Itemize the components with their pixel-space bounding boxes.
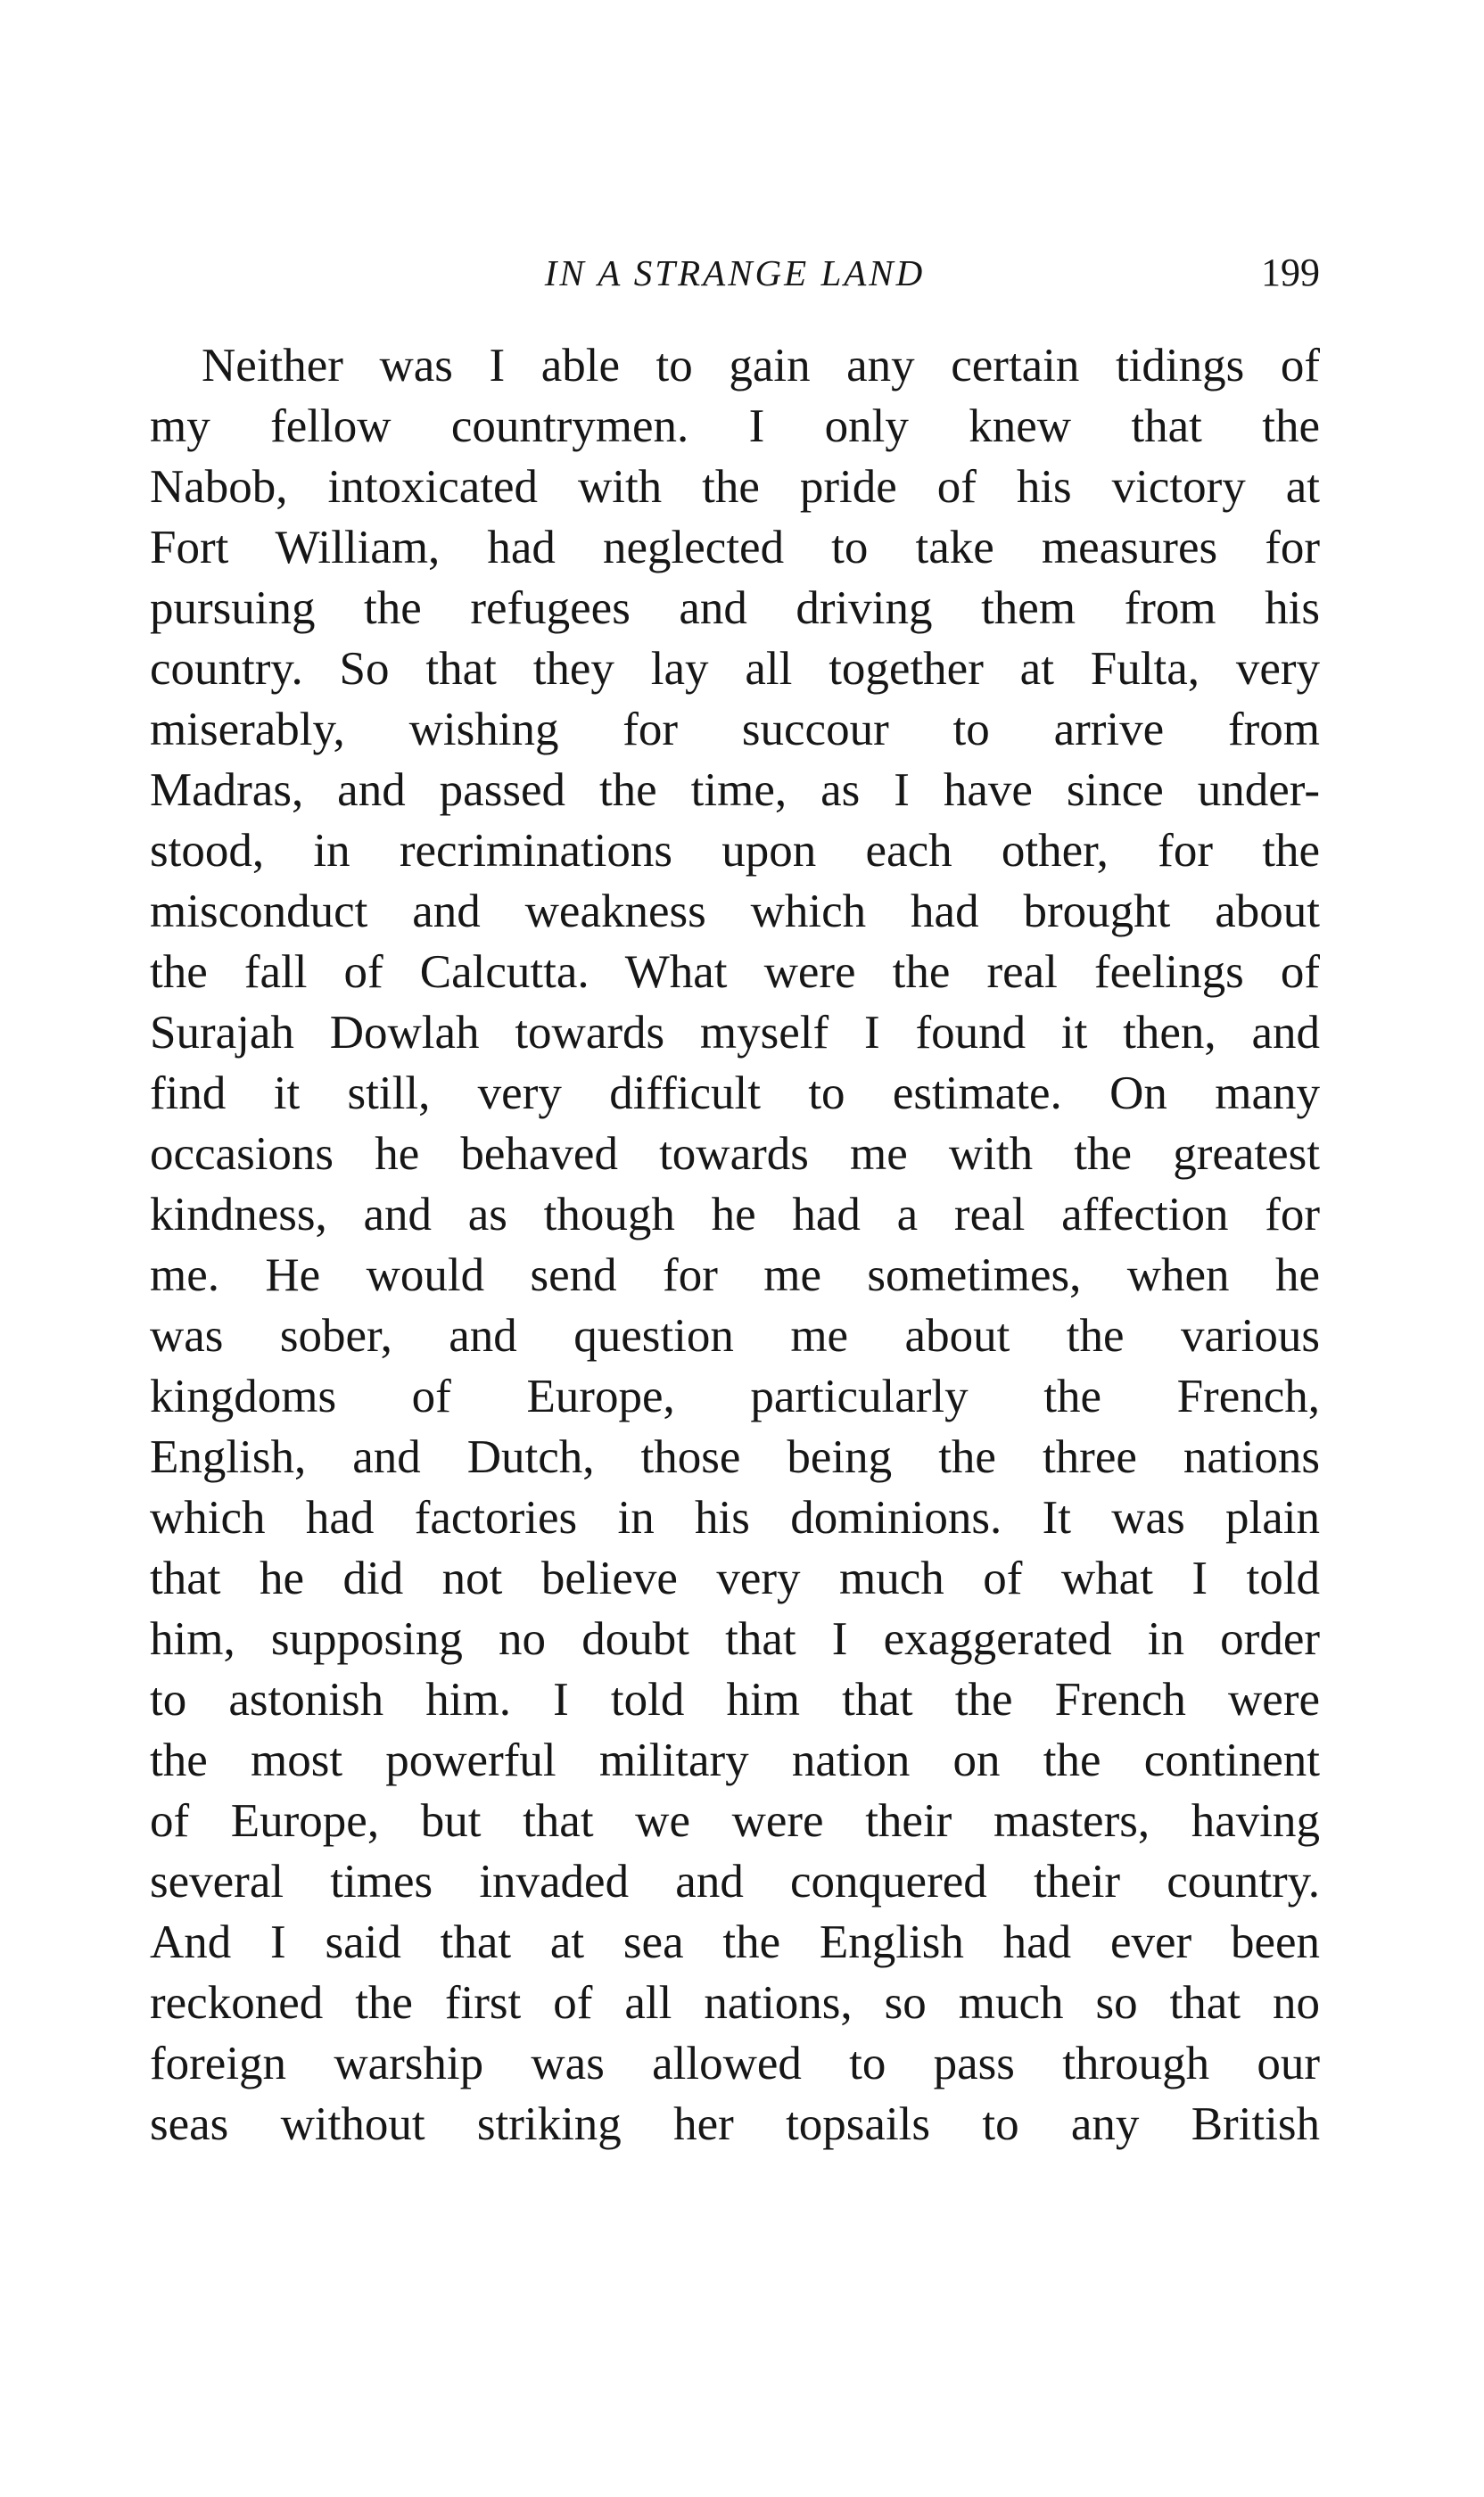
text-line: the fall of Calcutta. What were the real feelings of [150, 946, 1320, 998]
text-line: reckoned the first of all nations, so much so that no [150, 1977, 1320, 2029]
text-line: country. So that they lay all together at Fulta, very [150, 643, 1320, 695]
text-line: which had factories in his dominions. It was plain [150, 1492, 1320, 1544]
text-line: of Europe, but that we were their masters, having [150, 1795, 1320, 1847]
text-line: me. He would send for me sometimes, when he [150, 1249, 1320, 1301]
text-line: to astonish him. I told him that the French were [150, 1674, 1320, 1726]
text-line: that he did not believe very much of what I told [150, 1553, 1320, 1604]
body-text [150, 335, 1320, 2155]
text-line: several times invaded and conquered their country. [150, 1856, 1320, 1908]
text-line: Fort William, had neglected to take measures for [150, 522, 1320, 573]
running-title: IN A STRANGE LAND [544, 252, 926, 293]
text-line: seas without striking her topsails to any British [150, 2098, 1320, 2150]
text-line: kindness, and as though he had a real affection for [150, 1189, 1320, 1240]
text-line: stood, in recriminations upon each other, for the [150, 825, 1320, 877]
text-line: miserably, wishing for succour to arrive from [150, 704, 1320, 755]
text-line: find it still, very difficult to estimate. On many [150, 1067, 1320, 1119]
text-line: my fellow countrymen. I only knew that the [150, 400, 1320, 452]
text-line: occasions he behaved towards me with the greatest [150, 1128, 1320, 1180]
text-line: pursuing the refugees and driving them from his [150, 582, 1320, 634]
text-line: Surajah Dowlah towards myself I found it then, and [150, 1007, 1320, 1059]
text-line: kingdoms of Europe, particularly the French, [150, 1371, 1320, 1422]
text-line: Nabob, intoxicated with the pride of his victory at [150, 461, 1320, 513]
text-line: foreign warship was allowed to pass through our [150, 2038, 1320, 2089]
page-number: 199 [1261, 251, 1320, 294]
text-line: misconduct and weakness which had brought about [150, 886, 1320, 937]
text-line: Neither was I able to gain any certain tidings of [202, 340, 1320, 391]
text-line: And I said that at sea the English had ever been [150, 1916, 1320, 1968]
text-line: was sober, and question me about the various [150, 1310, 1320, 1362]
text-line: the most powerful military nation on the continent [150, 1735, 1320, 1786]
text-line: him, supposing no doubt that I exaggerated in order [150, 1613, 1320, 1665]
running-header [150, 246, 1320, 300]
text-line: English, and Dutch, those being the three nations [150, 1431, 1320, 1483]
text-line: Madras, and passed the time, as I have since under- [150, 764, 1320, 816]
